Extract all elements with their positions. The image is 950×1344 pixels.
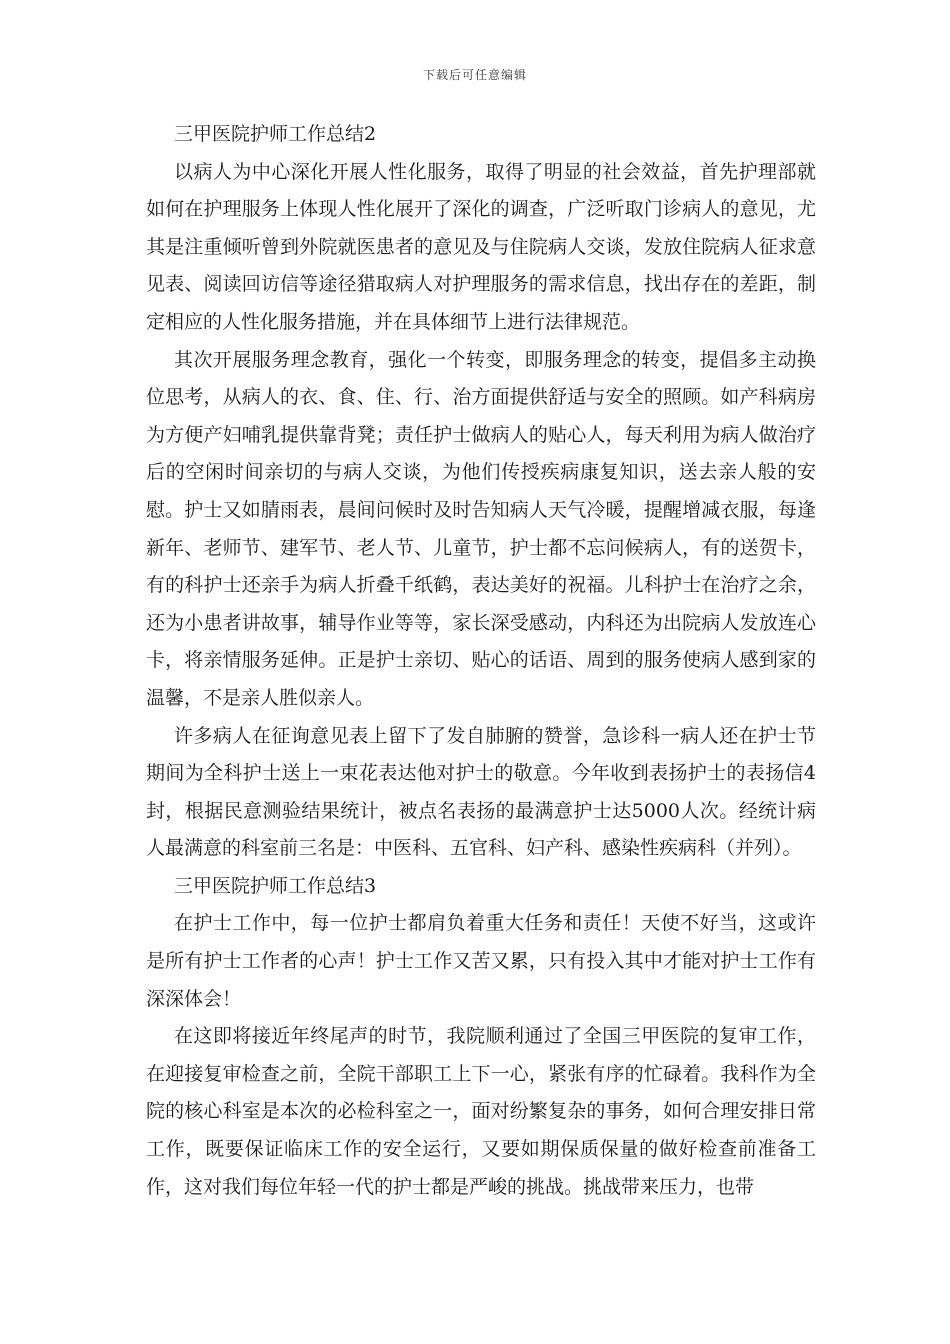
paragraph: 在这即将接近年终尾声的时节，我院顺利通过了全国三甲医院的复审工作，在迎接复审检查之前，全院干部职工上下一心，紧张有序的忙碌着。我科作为全院的核心科室是本次的必检科室之一，面对纷繁复杂的事务，如何合理安排日常工作，既要保证临床工作的安全运行，又要如期保质保量的做好检查前准备工作，这对我们每位年轻一代的护士都是严峻的挑战。挑战带来压力，也带 (146, 1025, 816, 1198)
document-body (146, 116, 816, 1206)
paragraph: 其次开展服务理念教育，强化一个转变，即服务理念的转变，提倡多主动换位思考，从病人的衣、食、住、行、治方面提供舒适与安全的照顾。如产科病房为方便产妇哺乳提供靠背凳；责任护士做病人的贴心人，每天利用为病人做治疗后的空闲时间亲切的与病人交谈，为他们传授疾病康复知识，送去亲人般的安慰。护士又如腈雨表，晨间问候时及时告知病人天气冷暖，提醒增减衣服，每逢新年、老师节、建军节、老人节、儿童节，护士都不忘问候病人，有的送贺卡，有的科护士还亲手为病人折叠千纸鹤，表达美好的祝福。儿科护士在治疗之余，还为小患者讲故事，辅导作业等等，家长深受感动，内科还为出院病人发放连心卡，将亲情服务延伸。正是护士亲切、贴心的话语、周到的服务使病人感到家的温馨，不是亲人胜似亲人。 (146, 348, 816, 709)
paragraph: 以病人为中心深化开展人性化服务，取得了明显的社会效益，首先护理部就如何在护理服务上体现人性化展开了深化的调查，广泛听取门诊病人的意见，尤其是注重倾听曾到外院就医患者的意见及与住院病人交谈，发放住院病人征求意见表、阅读回访信等途径猎取病人对护理服务的需求信息，找出存在的差距，制定相应的人性化服务措施，并在具体细节上进行法律规范。 (146, 160, 816, 333)
section-heading: 三甲医院护师工作总结2 (174, 123, 377, 145)
section-summary-3 (146, 868, 816, 1206)
section-heading: 三甲医院护师工作总结3 (174, 874, 377, 897)
paragraph: 在护士工作中，每一位护士都肩负着重大任务和责任！天使不好当，这或许是所有护士工作者的心声！护士工作又苦又累，只有投入其中才能对护士工作有深深体会！ (146, 912, 816, 1010)
paragraph: 许多病人在征询意见表上留下了发自肺腑的赞誉，急诊科一病人还在护士节期间为全科护士送上一束花表达他对护士的敬意。今年收到表扬护士的表扬信4封，根据民意测验结果统计，被点名表扬的最满意护士达5000人次。经统计病人最满意的科室前三名是：中医科、五官科、妇产科、感染性疾病科（并列）。 (146, 724, 816, 860)
page-header-note: 下载后可任意编辑 (422, 68, 527, 82)
section-summary-2 (146, 116, 816, 868)
